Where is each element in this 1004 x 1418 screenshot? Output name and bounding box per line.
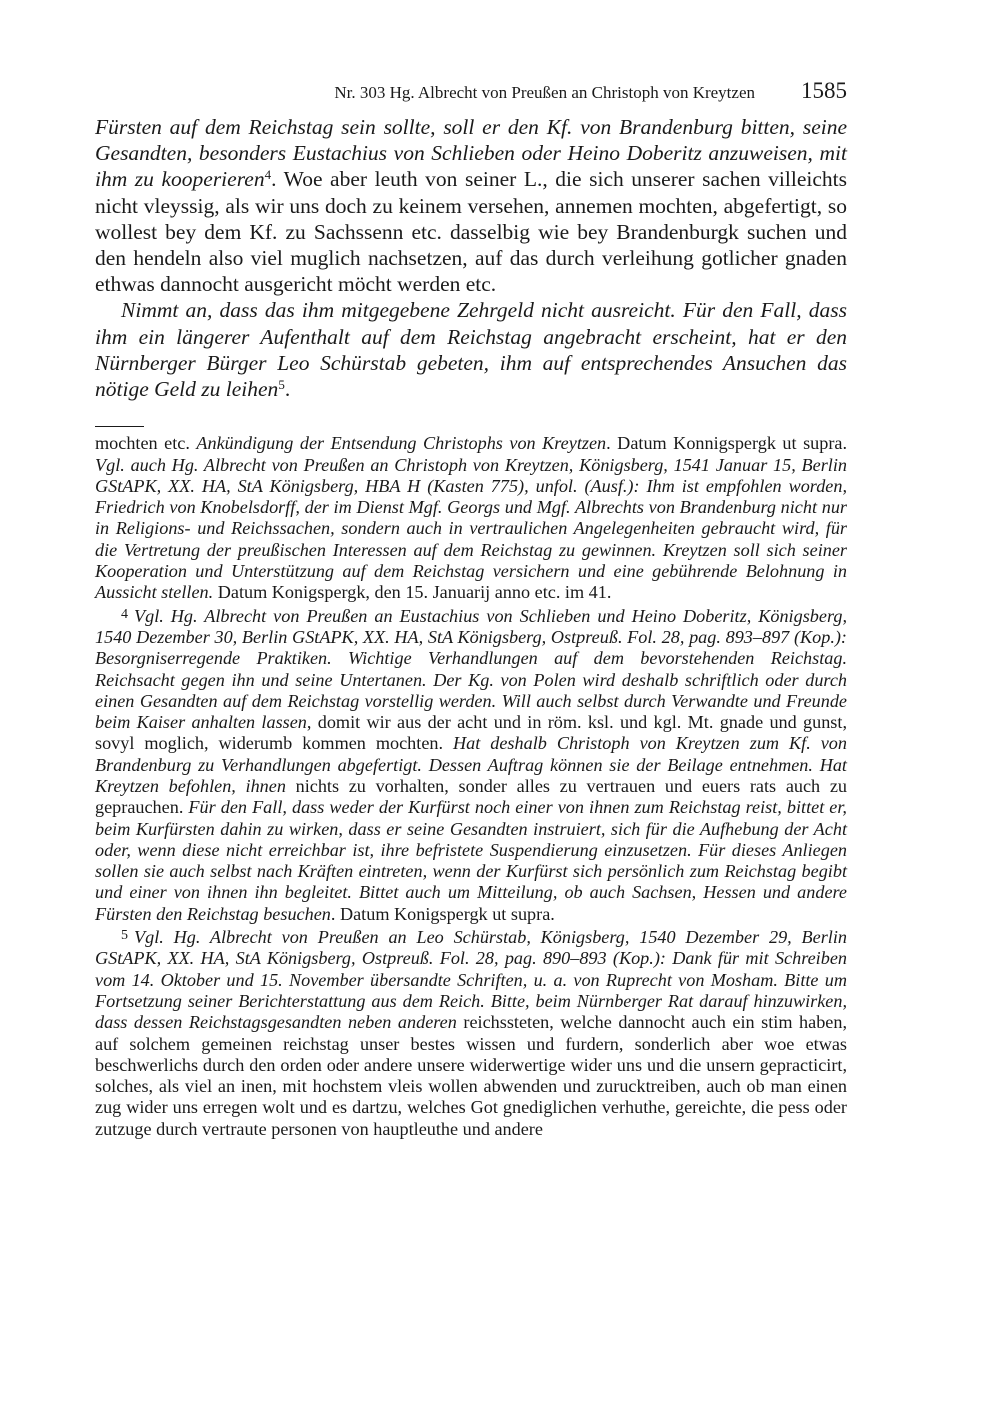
editorial-summary: Nimmt an, dass das ihm mitgegebene Zehrgeld nicht ausreicht. Für den Fall, dass ihm ein längerer Aufenthalt auf dem Reichstag angebracht erscheint, hat er den Nürnberger Bürger Leo Schürstab gebeten, ihm auf entsprechendes Ansuchen das nötige Geld zu leihen [95,298,847,402]
paragraph-1 [95,114,847,297]
paragraph-2 [95,297,847,402]
source-quote: . Datum Konnigspergk ut supra. [606,433,848,454]
footnote-marker: 5 [121,928,128,944]
editorial-note: Für den Fall, dass weder der Kurfürst noch einer von ihnen zum Reichstag reist, bittet er, beim Kurfürsten dahin zu wirken, dass er seine Gesandten instruiert, sich für die Aufhebung der Acht oder, wenn diese nicht erreichbar ist, ihre befristete Suspendierung einzusetzen. Für dieses Anliegen sollen sie auch selbst nach Kräften eintreten, wenn der Kurfürst sich persönlich zum Reichstag begibt und einer von ihnen ihn begleitet. Bittet auch um Mitteilung, ob auch Sachsen, Hessen und andere Fürsten den Reichstag besuchen [95,797,847,924]
footnote-continuation [95,433,847,603]
footnotes [95,433,847,1140]
editorial-note: Vgl. Hg. Albrecht von Preußen an Eustachius von Schlieben und Heino Doberitz, Königsberg, 1540 Dezember 30, Berlin GStAPK, XX. HA, StA Königsberg, Ostpreuß. Fol. 28, pag. 893–897 (Kop.): Besorgniserregende Praktiken. Wichtige Verhandlungen auf dem bevorstehenden Reichstag. Reichsacht gegen ihn und seine Untertanen. Der Kg. von Polen wird deshalb schriftlich oder durch einen Gesandten auf dem Reichstag vorstellig werden. Will auch selbst durch Verwandte und Freunde beim Kaiser anhalten lassen [95,605,847,733]
footnote-marker: 4 [121,606,128,622]
footnote-divider [95,426,144,427]
editorial-summary: Fürsten auf dem Reichstag sein sollte, soll er den Kf. von Brandenburg bitten, seine Gesandten, besonders Eustachius von Schlieben oder Heino Doberitz anzuweisen, mit ihm zu kooperieren [95,115,847,192]
source-quote: . Datum Konigspergk ut supra. [330,903,555,924]
footnote-5 [95,925,847,1140]
editorial-note: Vgl. Hg. Albrecht von Preußen an Leo Schürstab, Königsberg, 1540 Dezember 29, Berlin GStAPK, XX. HA, StA Königsberg, Ostpreuß. Fol. 28, pag. 890–893 (Kop.): Dank für mit Schreiben vom 14. Oktober und 15. November übersandte Schriften, u. a. von Ruprecht von Mosham. Bitte um Fortsetzung seiner Berichterstattung aus dem Reich. Bitte, beim Nürnberger Rat darauf hinzuwirken, dass dessen Reichstagsgesandten neben anderen [95,927,847,1033]
footnote-ref-4[interactable]: 4 [264,167,272,183]
running-header [95,78,847,106]
editorial-note: Vgl. auch Hg. Albrecht von Preußen an Christoph von Kreytzen, Königsberg, 1541 Januar 15, Berlin GStAPK, XX. HA, StA Königsberg, HBA H (Kasten 775), unfol. (Ausf.): Ihm ist empfohlen worden, Friedrich von Knobelsdorff, der im Dienst Mgf. Georgs und Mgf. Albrechts von Brandenburg nicht nur in Religions- und Reichssachen, sondern auch in vertraulichen Angelegenheiten gebraucht wird, für die Vertretung der preußischen Interessen auf dem Reichstag zu gewinnen. Kreytzen soll sich seiner Kooperation und Unterstützung auf dem Reichstag versichern und eine gebührende Belohnung in Aussicht stellen. [95,454,847,603]
source-quote: nichts zu vorhalten, sonder alles zu vertrauen und euers rats auch zu geprauchen. [95,775,847,818]
footnote-ref-5[interactable]: 5 [278,377,285,393]
source-quote: , domit wir aus der acht und in röm. ksl. und kgl. Mt. gnade und gunst, sovyl moglich, widerumb kommen mochten. [95,712,847,754]
paragraph-end: . [284,377,291,402]
main-text [95,114,847,402]
running-title: Nr. 303 Hg. Albrecht von Preußen an Christoph von Kreytzen [334,83,755,102]
document-page [95,78,847,1140]
source-quote: mochten etc. [95,433,197,454]
editorial-note: Ankündigung der Entsendung Christophs von Kreytzen [196,433,607,454]
page-number: 1585 [801,78,847,103]
source-quote: reichssteten, welche dannocht auch ein stim haben, auf solchem gemeinen reichstag unser bestes wissen und furdern, sonderlich aber woe etwas beschwerlichs durch den orden oder andere unsere widerwertige wider uns und die unsern gepracticirt, solches, als viel an inen, mit hochstem vleis wollen abwenden und zurucktreiben, auch ob man einen zug wider uns erregen wolt und es dartzu, welches Got gnediglichen verhuthe, gereichte, die pess oder zutzuge durch vertraute personen von hauptleuthe und andere [95,1012,847,1139]
editorial-note: Hat deshalb Christoph von Kreytzen zum Kf. von Brandenburg zu Verhandlungen abgefertigt. Dessen Auftrag können sie der Beilage entnehmen. Hat Kreytzen befohlen, ihnen [95,733,847,796]
source-quote: Datum Konigspergk, den 15. Januarij anno etc. im 41. [213,582,612,603]
footnote-4 [95,604,847,925]
source-quote: . Woe aber leuth von seiner L., die sich unserer sachen villeichts nicht vleyssig, als wir uns doch zu keinem versehen, annemen mochten, abgefertigt, so wollest bey dem Kf. zu Sachssenn etc. dasselbig wie bey Brandenburgk suchen und den hendeln also viel muglich nachsetzen, auf das durch verleihung gotlicher gnaden ethwas dannocht ausgericht möcht werden etc. [95,167,848,297]
